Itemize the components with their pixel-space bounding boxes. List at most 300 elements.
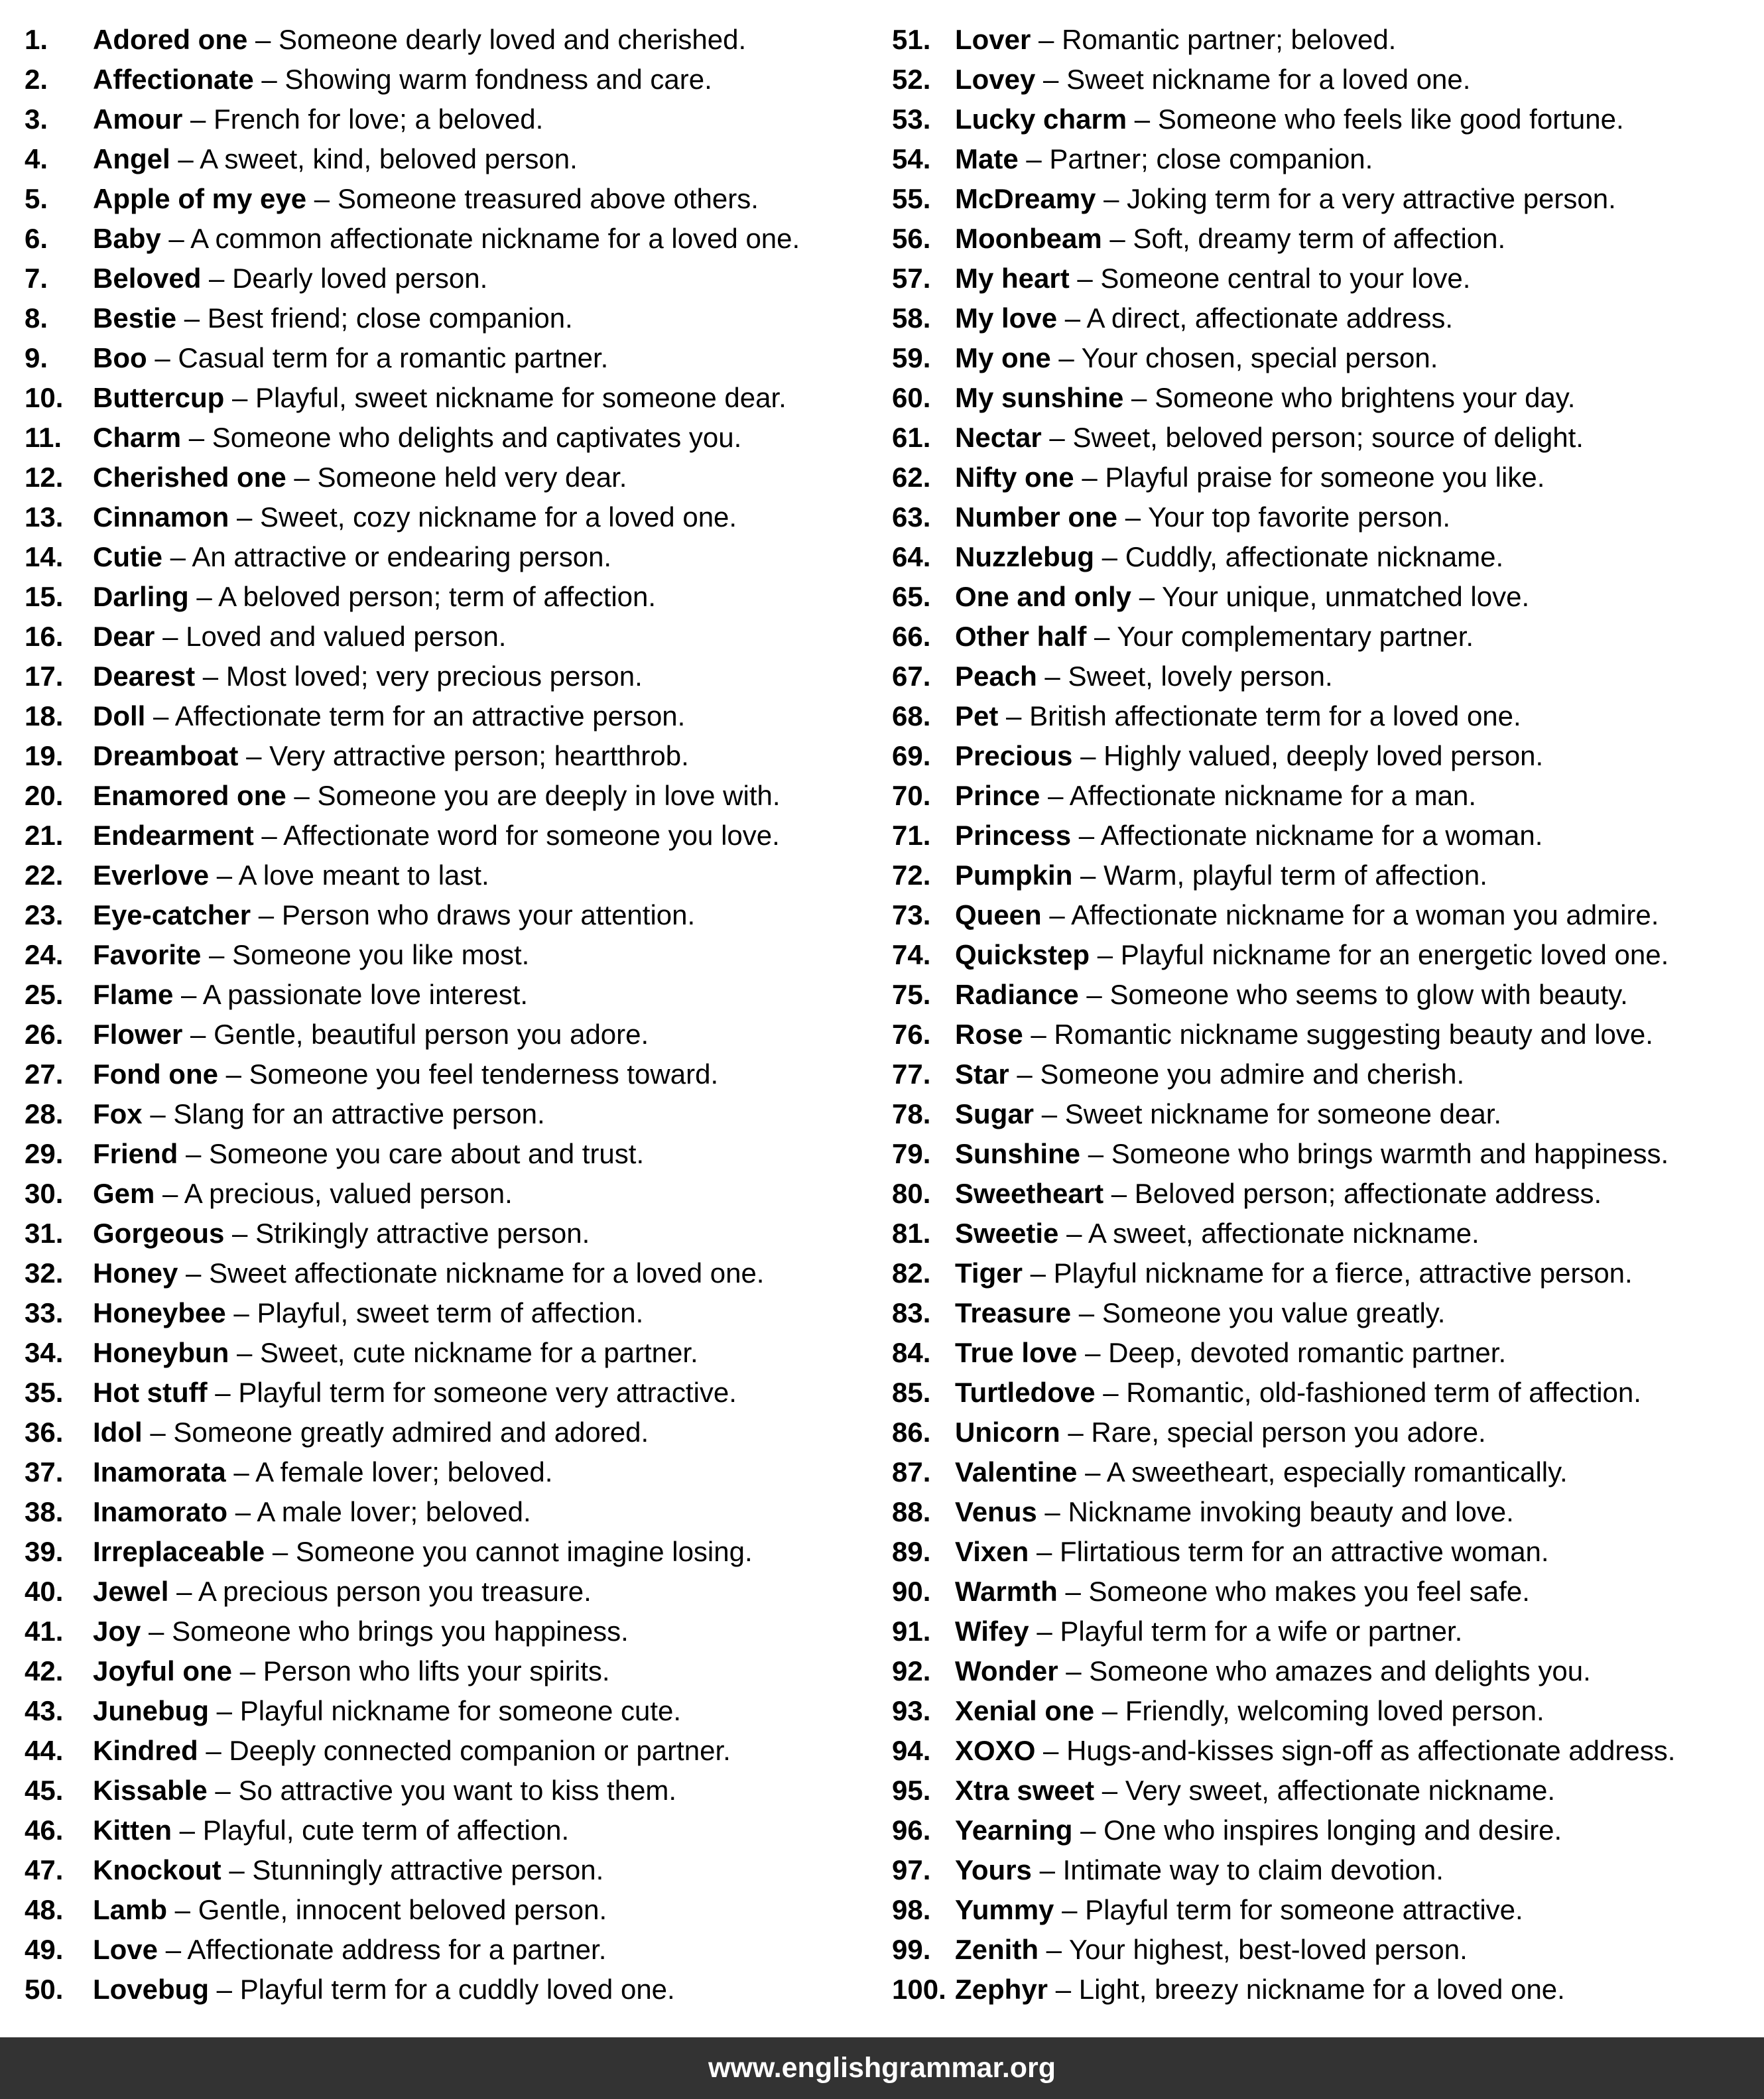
item-term: Doll bbox=[93, 700, 146, 731]
item-definition: Someone who delights and captivates you. bbox=[212, 422, 742, 453]
list-item bbox=[892, 1373, 1764, 1413]
item-number: 76. bbox=[892, 1019, 931, 1050]
item-number: 40. bbox=[25, 1576, 64, 1607]
item-definition: Best friend; close companion. bbox=[207, 302, 573, 334]
list-item bbox=[25, 1691, 882, 1731]
item-number: 16. bbox=[25, 621, 64, 652]
item-definition: Playful term for a wife or partner. bbox=[1060, 1616, 1463, 1647]
item-separator: – bbox=[221, 1854, 253, 1885]
item-definition: Your top favorite person. bbox=[1147, 501, 1451, 533]
item-term: Treasure bbox=[955, 1297, 1072, 1328]
item-text bbox=[93, 1930, 606, 1970]
item-text bbox=[93, 1253, 764, 1293]
item-text bbox=[93, 1373, 737, 1413]
item-definition: Sweet, cozy nickname for a loved one. bbox=[260, 501, 737, 533]
item-separator: – bbox=[1131, 581, 1162, 612]
item-text bbox=[955, 537, 1503, 577]
item-number: 55. bbox=[892, 183, 931, 214]
item-term: Inamorato bbox=[93, 1496, 228, 1527]
list-item bbox=[892, 497, 1764, 537]
list-item bbox=[25, 1771, 882, 1811]
item-separator: – bbox=[1009, 1058, 1040, 1090]
item-number: 1. bbox=[25, 24, 48, 55]
item-term: Eye-catcher bbox=[93, 899, 251, 930]
item-separator: – bbox=[286, 780, 318, 811]
item-text bbox=[955, 60, 1470, 99]
item-text bbox=[93, 736, 689, 776]
list-item bbox=[892, 378, 1764, 418]
list-item bbox=[892, 895, 1764, 935]
item-number: 66. bbox=[892, 621, 931, 652]
list-item bbox=[892, 1572, 1764, 1612]
item-definition: Intimate way to claim devotion. bbox=[1062, 1854, 1444, 1885]
item-definition: Loved and valued person. bbox=[186, 621, 507, 652]
item-term: Beloved bbox=[93, 263, 202, 294]
item-separator: – bbox=[225, 1297, 257, 1328]
item-separator: – bbox=[1031, 1854, 1063, 1885]
item-definition: Strikingly attractive person. bbox=[255, 1218, 590, 1249]
item-term: Sunshine bbox=[955, 1138, 1081, 1169]
item-term: Radiance bbox=[955, 979, 1079, 1010]
item-separator: – bbox=[1038, 1934, 1069, 1965]
item-text bbox=[93, 1214, 590, 1253]
item-text bbox=[93, 139, 578, 179]
list-item bbox=[892, 1612, 1764, 1651]
item-definition: A love meant to last. bbox=[238, 859, 489, 891]
item-text bbox=[955, 1015, 1653, 1054]
item-term: Moonbeam bbox=[955, 223, 1102, 254]
item-number: 44. bbox=[25, 1735, 64, 1766]
list-item bbox=[892, 1015, 1764, 1054]
list-item bbox=[25, 1054, 882, 1094]
item-term: Gorgeous bbox=[93, 1218, 225, 1249]
item-definition: Your highest, best-loved person. bbox=[1068, 1934, 1468, 1965]
item-number: 71. bbox=[892, 820, 931, 851]
item-number: 18. bbox=[25, 700, 64, 731]
list-item bbox=[25, 20, 882, 60]
item-separator: – bbox=[1035, 1735, 1067, 1766]
item-separator: – bbox=[1094, 541, 1125, 572]
item-number: 67. bbox=[892, 661, 931, 692]
list-item bbox=[892, 617, 1764, 657]
item-definition: Person who draws your attention. bbox=[281, 899, 696, 930]
item-separator: – bbox=[201, 263, 233, 294]
item-text bbox=[955, 99, 1624, 139]
item-number: 70. bbox=[892, 780, 931, 811]
item-separator: – bbox=[1040, 780, 1070, 811]
item-separator: – bbox=[1080, 1138, 1111, 1169]
item-number: 20. bbox=[25, 780, 64, 811]
item-text bbox=[93, 1572, 592, 1612]
item-separator: – bbox=[1077, 1456, 1107, 1488]
item-number: 4. bbox=[25, 143, 48, 174]
item-definition: Sweet nickname for someone dear. bbox=[1064, 1098, 1502, 1129]
item-number: 88. bbox=[892, 1496, 931, 1527]
item-definition: Showing warm fondness and care. bbox=[284, 64, 712, 95]
item-text bbox=[93, 577, 656, 617]
item-number: 96. bbox=[892, 1814, 931, 1846]
item-text bbox=[955, 139, 1373, 179]
item-text bbox=[955, 1731, 1675, 1771]
list-item bbox=[25, 139, 882, 179]
item-separator: – bbox=[1041, 899, 1072, 930]
item-text bbox=[955, 179, 1616, 219]
item-separator: – bbox=[1037, 1496, 1068, 1527]
item-text bbox=[955, 1134, 1669, 1174]
item-term: Kindred bbox=[93, 1735, 198, 1766]
item-number: 97. bbox=[892, 1854, 931, 1885]
item-term: Peach bbox=[955, 661, 1037, 692]
item-term: Charm bbox=[93, 422, 182, 453]
item-number: 100. bbox=[892, 1974, 946, 2005]
list-item bbox=[25, 1572, 882, 1612]
item-separator: – bbox=[168, 1576, 198, 1607]
list-item bbox=[892, 298, 1764, 338]
item-separator: – bbox=[265, 1536, 296, 1567]
item-number: 53. bbox=[892, 103, 931, 135]
item-definition: Affectionate nickname for a woman. bbox=[1100, 820, 1543, 851]
item-text bbox=[955, 856, 1487, 895]
list-item bbox=[25, 219, 882, 259]
item-term: Sugar bbox=[955, 1098, 1035, 1129]
item-text bbox=[93, 1811, 569, 1850]
item-separator: – bbox=[1123, 382, 1155, 413]
item-text bbox=[955, 975, 1628, 1015]
item-text bbox=[955, 1572, 1530, 1612]
item-definition: A female lover; beloved. bbox=[255, 1456, 553, 1488]
item-number: 9. bbox=[25, 342, 48, 373]
item-text bbox=[93, 1333, 698, 1373]
item-definition: Hugs-and-kisses sign-off as affectionate address. bbox=[1066, 1735, 1676, 1766]
item-term: Baby bbox=[93, 223, 161, 254]
item-text bbox=[955, 1253, 1633, 1293]
item-number: 54. bbox=[892, 143, 931, 174]
item-term: Hot stuff bbox=[93, 1377, 208, 1408]
item-definition: Slang for an attractive person. bbox=[173, 1098, 545, 1129]
item-number: 78. bbox=[892, 1098, 931, 1129]
item-separator: – bbox=[207, 1377, 239, 1408]
item-number: 32. bbox=[25, 1257, 64, 1289]
item-term: Amour bbox=[93, 103, 183, 135]
item-term: Zenith bbox=[955, 1934, 1039, 1965]
item-text bbox=[93, 1771, 676, 1811]
item-definition: Nickname invoking beauty and love. bbox=[1068, 1496, 1514, 1527]
list-item bbox=[892, 776, 1764, 816]
list-item bbox=[25, 1492, 882, 1532]
item-text bbox=[93, 1850, 603, 1890]
list-item bbox=[25, 99, 882, 139]
item-definition: Highly valued, deeply loved person. bbox=[1103, 740, 1544, 771]
item-term: Nectar bbox=[955, 422, 1042, 453]
item-term: Valentine bbox=[955, 1456, 1078, 1488]
list-item bbox=[25, 816, 882, 856]
item-text bbox=[955, 1174, 1602, 1214]
list-item bbox=[892, 1811, 1764, 1850]
item-definition: Deeply connected companion or partner. bbox=[229, 1735, 731, 1766]
item-number: 34. bbox=[25, 1337, 64, 1368]
list-item bbox=[25, 1811, 882, 1850]
item-term: Dear bbox=[93, 621, 155, 652]
list-item bbox=[25, 1612, 882, 1651]
item-definition: Affectionate nickname for a woman you admire. bbox=[1071, 899, 1659, 930]
item-text bbox=[93, 816, 780, 856]
item-term: Junebug bbox=[93, 1695, 209, 1726]
list-item bbox=[892, 1413, 1764, 1452]
item-number: 77. bbox=[892, 1058, 931, 1090]
item-separator: – bbox=[227, 1496, 257, 1527]
item-separator: – bbox=[209, 1695, 240, 1726]
item-term: Jewel bbox=[93, 1576, 169, 1607]
item-text bbox=[93, 617, 506, 657]
item-separator: – bbox=[207, 1775, 239, 1806]
item-number: 42. bbox=[25, 1655, 64, 1686]
item-text bbox=[955, 1094, 1501, 1134]
list-item bbox=[25, 298, 882, 338]
item-text bbox=[955, 298, 1453, 338]
item-term: Joyful one bbox=[93, 1655, 233, 1686]
item-text bbox=[955, 1293, 1445, 1333]
item-definition: A passionate love interest. bbox=[202, 979, 529, 1010]
item-separator: – bbox=[1058, 1218, 1088, 1249]
item-separator: – bbox=[188, 581, 219, 612]
item-separator: – bbox=[1048, 1974, 1079, 2005]
item-text bbox=[93, 1413, 649, 1452]
list-item bbox=[892, 1214, 1764, 1253]
item-separator: – bbox=[1031, 24, 1062, 55]
item-definition: A beloved person; term of affection. bbox=[218, 581, 657, 612]
list-item bbox=[25, 577, 882, 617]
item-definition: Someone central to your love. bbox=[1100, 263, 1471, 294]
item-number: 58. bbox=[892, 302, 931, 334]
item-term: Cherished one bbox=[93, 462, 286, 493]
item-definition: Sweet, cute nickname for a partner. bbox=[260, 1337, 698, 1368]
item-separator: – bbox=[1029, 1536, 1060, 1567]
item-term: Venus bbox=[955, 1496, 1037, 1527]
item-separator: – bbox=[1117, 501, 1148, 533]
item-text bbox=[93, 338, 608, 378]
item-definition: So attractive you want to kiss them. bbox=[238, 1775, 677, 1806]
item-number: 36. bbox=[25, 1417, 64, 1448]
item-term: Fox bbox=[93, 1098, 143, 1129]
footer-bar bbox=[0, 2037, 1764, 2099]
item-definition: A common affectionate nickname for a loved one. bbox=[190, 223, 800, 254]
item-separator: – bbox=[1072, 1814, 1104, 1846]
item-text bbox=[93, 1094, 545, 1134]
list-item bbox=[25, 1214, 882, 1253]
list-item bbox=[892, 1731, 1764, 1771]
item-term: Tiger bbox=[955, 1257, 1023, 1289]
item-text bbox=[955, 1054, 1464, 1094]
item-number: 17. bbox=[25, 661, 64, 692]
item-number: 27. bbox=[25, 1058, 64, 1090]
item-text bbox=[93, 298, 573, 338]
item-term: Prince bbox=[955, 780, 1040, 811]
item-separator: – bbox=[195, 661, 226, 692]
item-term: Dearest bbox=[93, 661, 196, 692]
item-term: Inamorata bbox=[93, 1456, 226, 1488]
item-definition: Your chosen, special person. bbox=[1081, 342, 1438, 373]
list-item bbox=[892, 935, 1764, 975]
item-number: 59. bbox=[892, 342, 931, 373]
item-number: 52. bbox=[892, 64, 931, 95]
item-text bbox=[93, 1492, 531, 1532]
item-definition: Someone who seems to glow with beauty. bbox=[1109, 979, 1628, 1010]
item-separator: – bbox=[1096, 183, 1127, 214]
item-number: 2. bbox=[25, 64, 48, 95]
item-term: Precious bbox=[955, 740, 1073, 771]
item-definition: Beloved person; affectionate address. bbox=[1134, 1178, 1602, 1209]
item-term: Mate bbox=[955, 143, 1019, 174]
item-number: 15. bbox=[25, 581, 64, 612]
item-definition: Soft, dreamy term of affection. bbox=[1133, 223, 1506, 254]
list-item bbox=[892, 1174, 1764, 1214]
item-term: Knockout bbox=[93, 1854, 221, 1885]
item-definition: Playful nickname for a fierce, attractive person. bbox=[1053, 1257, 1633, 1289]
item-separator: – bbox=[142, 1417, 174, 1448]
item-term: Nuzzlebug bbox=[955, 541, 1094, 572]
item-separator: – bbox=[142, 1098, 174, 1129]
item-separator: – bbox=[209, 859, 239, 891]
item-term: Warmth bbox=[955, 1576, 1058, 1607]
item-definition: Someone who brings warmth and happiness. bbox=[1111, 1138, 1669, 1169]
list-item bbox=[892, 139, 1764, 179]
item-text bbox=[955, 577, 1529, 617]
item-text bbox=[955, 458, 1544, 497]
item-text bbox=[955, 895, 1659, 935]
item-definition: A precious, valued person. bbox=[184, 1178, 513, 1209]
item-term: True love bbox=[955, 1337, 1078, 1368]
list-item bbox=[25, 935, 882, 975]
list-item bbox=[25, 1452, 882, 1492]
item-term: Fond one bbox=[93, 1058, 218, 1090]
item-text bbox=[93, 1970, 675, 2009]
item-term: Enamored one bbox=[93, 780, 286, 811]
item-definition: Romantic nickname suggesting beauty and love. bbox=[1054, 1019, 1653, 1050]
item-text bbox=[955, 1651, 1591, 1691]
item-term: Honeybun bbox=[93, 1337, 229, 1368]
item-term: Flower bbox=[93, 1019, 183, 1050]
item-term: Lover bbox=[955, 24, 1031, 55]
item-text bbox=[93, 1532, 753, 1572]
item-number: 10. bbox=[25, 382, 64, 413]
item-definition: Rare, special person you adore. bbox=[1091, 1417, 1486, 1448]
item-number: 19. bbox=[25, 740, 64, 771]
item-definition: Person who lifts your spirits. bbox=[263, 1655, 610, 1686]
item-term: Sweetheart bbox=[955, 1178, 1104, 1209]
item-number: 3. bbox=[25, 103, 48, 135]
item-separator: – bbox=[1054, 1894, 1086, 1925]
item-separator: – bbox=[172, 1814, 203, 1846]
item-text bbox=[93, 497, 737, 537]
item-text bbox=[93, 537, 611, 577]
item-term: Honey bbox=[93, 1257, 178, 1289]
item-term: McDreamy bbox=[955, 183, 1096, 214]
item-separator: – bbox=[1072, 859, 1104, 891]
item-text bbox=[93, 1293, 643, 1333]
item-text bbox=[955, 1532, 1549, 1572]
item-separator: – bbox=[209, 1974, 240, 2005]
item-term: Xtra sweet bbox=[955, 1775, 1095, 1806]
item-number: 60. bbox=[892, 382, 931, 413]
item-definition: Your complementary partner. bbox=[1117, 621, 1474, 652]
item-separator: – bbox=[286, 462, 318, 493]
item-text bbox=[955, 378, 1575, 418]
item-definition: An attractive or endearing person. bbox=[192, 541, 612, 572]
list-item bbox=[25, 895, 882, 935]
item-definition: Someone who brings you happiness. bbox=[172, 1616, 629, 1647]
item-number: 98. bbox=[892, 1894, 931, 1925]
item-text bbox=[955, 219, 1505, 259]
item-number: 79. bbox=[892, 1138, 931, 1169]
item-text bbox=[955, 1492, 1514, 1532]
item-definition: Someone you cannot imagine losing. bbox=[295, 1536, 753, 1567]
item-definition: Playful praise for someone you like. bbox=[1105, 462, 1545, 493]
item-text bbox=[93, 975, 528, 1015]
list-item bbox=[892, 1293, 1764, 1333]
list-item bbox=[892, 975, 1764, 1015]
item-separator: – bbox=[178, 1138, 210, 1169]
item-definition: Someone you value greatly. bbox=[1102, 1297, 1446, 1328]
item-text bbox=[955, 259, 1470, 298]
item-definition: Playful, sweet nickname for someone dear. bbox=[255, 382, 787, 413]
list-item bbox=[25, 418, 882, 458]
item-text bbox=[93, 418, 741, 458]
item-definition: Playful term for someone very attractive. bbox=[238, 1377, 737, 1408]
item-definition: Casual term for a romantic partner. bbox=[178, 342, 609, 373]
item-separator: – bbox=[1074, 462, 1105, 493]
item-separator: – bbox=[1094, 1775, 1125, 1806]
item-separator: – bbox=[198, 1735, 229, 1766]
item-term: Joy bbox=[93, 1616, 141, 1647]
item-text bbox=[93, 1452, 552, 1492]
item-number: 63. bbox=[892, 501, 931, 533]
list-item bbox=[25, 657, 882, 696]
item-text bbox=[93, 1612, 629, 1651]
item-term: Wonder bbox=[955, 1655, 1058, 1686]
item-definition: Affectionate nickname for a man. bbox=[1069, 780, 1477, 811]
item-separator: – bbox=[1071, 1297, 1102, 1328]
item-term: Turtledove bbox=[955, 1377, 1096, 1408]
item-definition: A sweetheart, especially romantically. bbox=[1106, 1456, 1568, 1488]
item-term: Queen bbox=[955, 899, 1042, 930]
item-text bbox=[955, 1850, 1444, 1890]
item-number: 80. bbox=[892, 1178, 931, 1209]
item-separator: – bbox=[229, 1337, 261, 1368]
item-definition: Someone greatly admired and adored. bbox=[173, 1417, 649, 1448]
item-text bbox=[955, 1771, 1555, 1811]
item-text bbox=[93, 20, 746, 60]
item-term: Adored one bbox=[93, 24, 248, 55]
item-text bbox=[93, 60, 712, 99]
item-separator: – bbox=[1022, 1257, 1054, 1289]
item-term: Endearment bbox=[93, 820, 254, 851]
item-text bbox=[93, 895, 695, 935]
item-separator: – bbox=[238, 740, 270, 771]
item-separator: – bbox=[224, 382, 256, 413]
item-term: Pet bbox=[955, 700, 999, 731]
item-separator: – bbox=[158, 1934, 188, 1965]
item-text bbox=[93, 776, 781, 816]
item-separator: – bbox=[218, 1058, 249, 1090]
list-item bbox=[892, 1094, 1764, 1134]
item-term: Angel bbox=[93, 143, 170, 174]
item-term: Vixen bbox=[955, 1536, 1029, 1567]
item-separator: – bbox=[1069, 263, 1101, 294]
list-item bbox=[892, 577, 1764, 617]
item-definition: Stunningly attractive person. bbox=[252, 1854, 604, 1885]
item-text bbox=[955, 1373, 1641, 1413]
item-text bbox=[93, 179, 759, 219]
